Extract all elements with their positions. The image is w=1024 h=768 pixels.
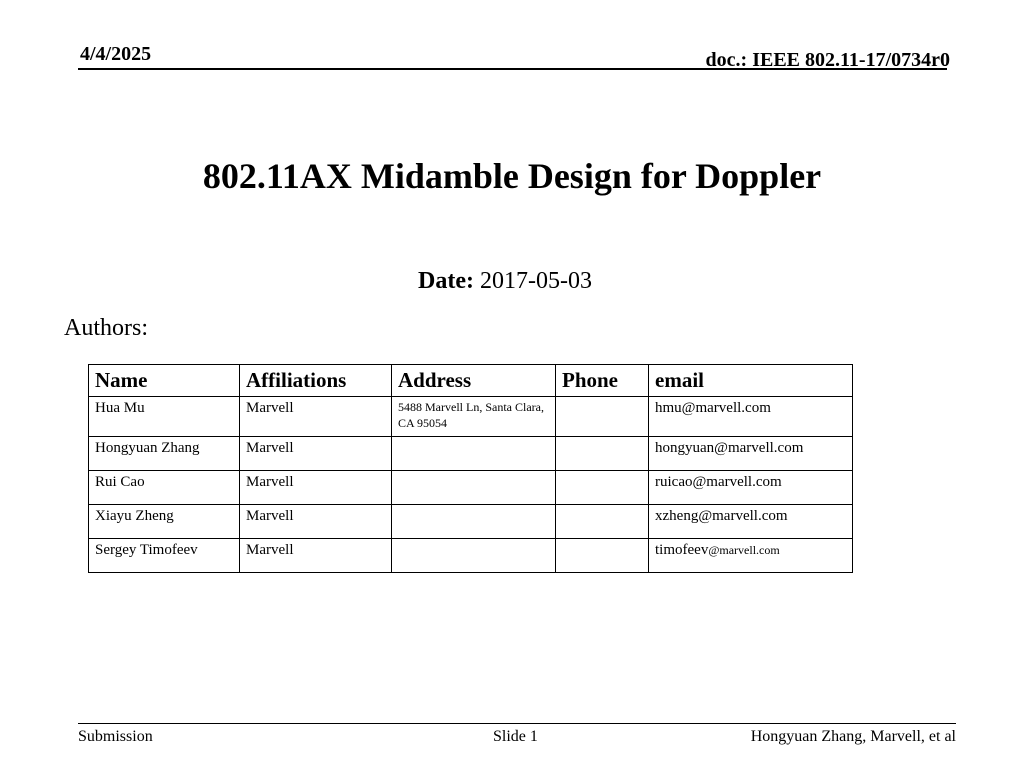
- author-email: timofeev: [655, 542, 709, 558]
- footer-submission: Submission: [78, 728, 153, 745]
- author-affiliation: Marvell: [240, 539, 392, 573]
- footer-author: Hongyuan Zhang, Marvell, et al: [750, 728, 956, 745]
- date-label: Date:: [418, 268, 474, 294]
- table-row: [89, 505, 853, 539]
- author-name: Rui Cao: [89, 471, 240, 505]
- author-phone: [556, 505, 649, 539]
- author-address: [392, 505, 556, 539]
- column-header-email: email: [649, 365, 853, 397]
- author-address: [392, 539, 556, 573]
- author-name: Xiayu Zheng: [89, 505, 240, 539]
- author-affiliation: Marvell: [240, 437, 392, 471]
- author-phone: [556, 539, 649, 573]
- table-row: [89, 539, 853, 573]
- author-address: [392, 471, 556, 505]
- table-header-row: [89, 365, 853, 397]
- author-email: hmu@marvell.com: [649, 397, 853, 437]
- authors-table: [88, 364, 853, 573]
- column-header-address: Address: [392, 365, 556, 397]
- author-affiliation: Marvell: [240, 397, 392, 437]
- date-line: [0, 266, 1010, 296]
- author-address: 5488 Marvell Ln, Santa Clara, CA 95054: [398, 400, 544, 430]
- date-value: 2017-05-03: [479, 268, 592, 294]
- header-doc-id: doc.: IEEE 802.11-17/0734r0: [705, 49, 950, 71]
- author-email: hongyuan@marvell.com: [649, 437, 853, 471]
- author-email: xzheng@marvell.com: [649, 505, 853, 539]
- authors-label: Authors:: [64, 315, 148, 341]
- table-row: [89, 397, 853, 437]
- header-date: 4/4/2025: [80, 43, 152, 65]
- author-address-cell: [392, 397, 556, 437]
- slide-title: 802.11AX Midamble Design for Doppler: [202, 156, 822, 196]
- author-email-cell: [649, 539, 853, 573]
- header-divider: [78, 68, 947, 70]
- table-row: [89, 437, 853, 471]
- author-phone: [556, 471, 649, 505]
- author-affiliation: Marvell: [240, 505, 392, 539]
- author-email: ruicao@marvell.com: [649, 471, 853, 505]
- author-affiliation: Marvell: [240, 471, 392, 505]
- footer-slide-number: Slide 1: [493, 728, 538, 745]
- column-header-affiliations: Affiliations: [240, 365, 392, 397]
- footer-divider: [78, 723, 956, 724]
- table-row: [89, 471, 853, 505]
- column-header-name: Name: [89, 365, 240, 397]
- author-name: Hua Mu: [89, 397, 240, 437]
- author-phone: [556, 397, 649, 437]
- author-name: Sergey Timofeev: [89, 539, 240, 573]
- author-address: [392, 437, 556, 471]
- author-name: Hongyuan Zhang: [89, 437, 240, 471]
- author-phone: [556, 437, 649, 471]
- author-email-domain: @marvell.com: [708, 543, 780, 557]
- column-header-phone: Phone: [556, 365, 649, 397]
